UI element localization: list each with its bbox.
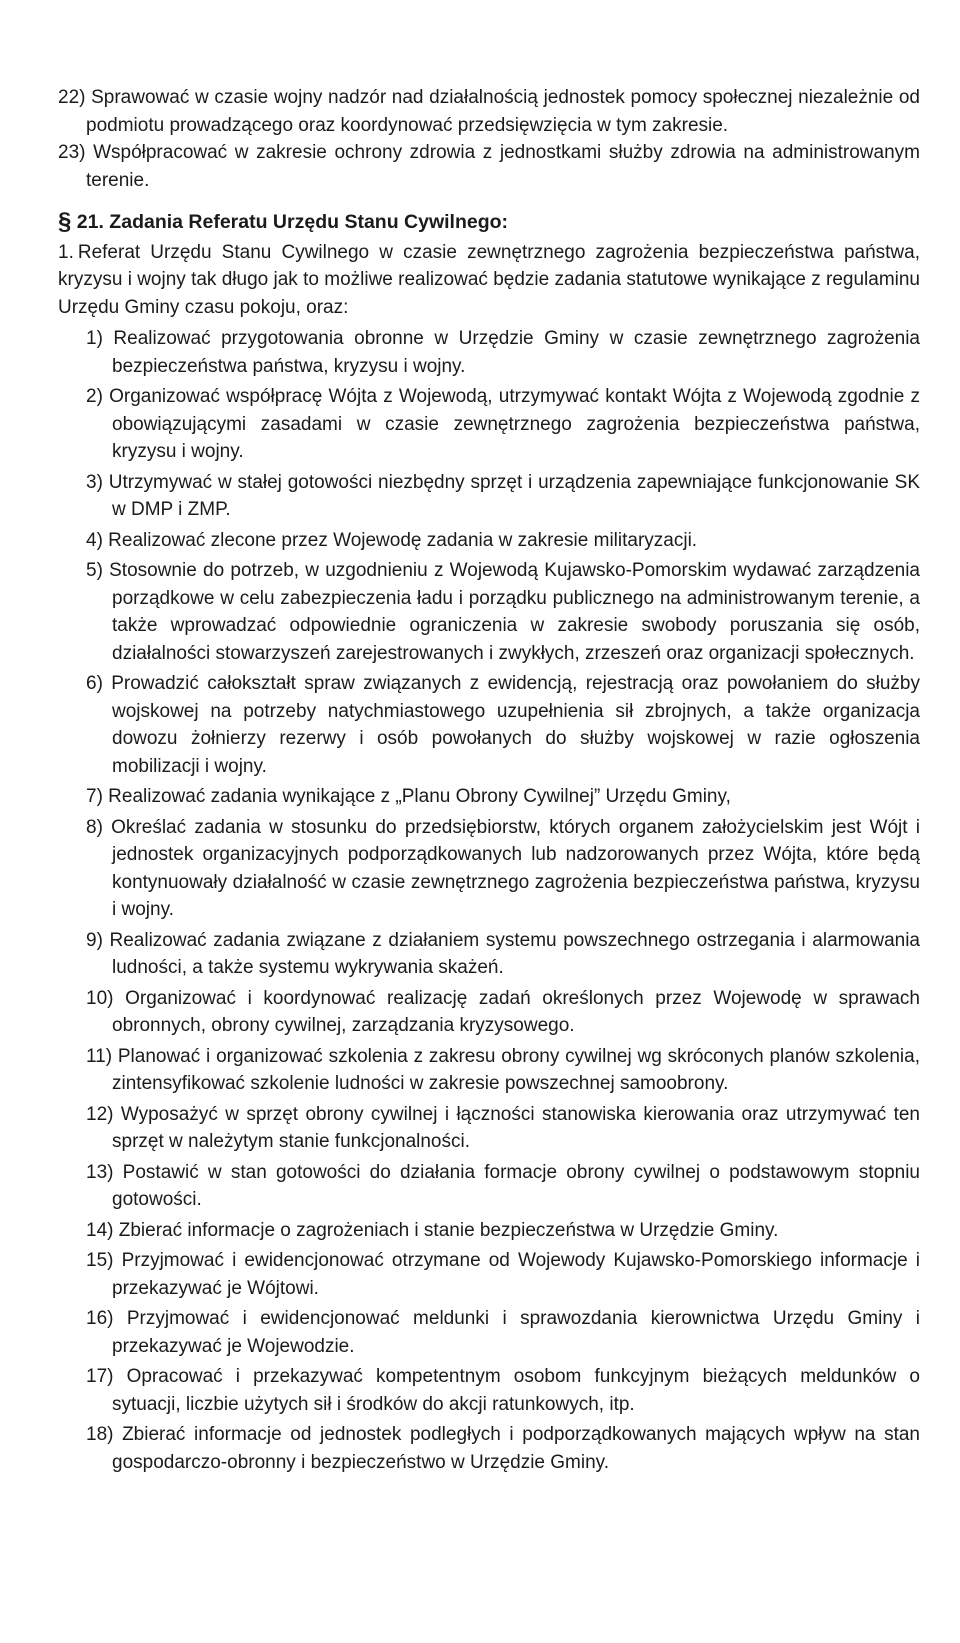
section-symbol: § <box>58 208 72 235</box>
list-item: 2) Organizować współpracę Wójta z Wojewodą, utrzymywać kontakt Wójta z Wojewodą zgodnie z obowiązującymi zasadami w czasie zewnętrznego zagrożenia bezpieczeństwa państwa, kryzysu i wojny. <box>86 386 920 462</box>
list-item: 5) Stosownie do potrzeb, w uzgodnieniu z Wojewodą Kujawsko-Pomorskim wydawać zarządzenia porządkowe w celu zabezpieczenia ładu i porządku publicznego na administrowanym terenie, a także wprowadzać odpowiednie ograniczenia w zakresie swobody poruszania się osób, działalności stowarzyszeń zarejestrowanych i zwykłych, zrzeszeń oraz organizacji społecznych. <box>86 560 920 664</box>
intro-number: 1. <box>58 241 74 263</box>
list-item: 7) Realizować zadania wynikające z „Planu Obrony Cywilnej” Urzędu Gminy, <box>86 786 731 807</box>
list-item: 8) Określać zadania w stosunku do przedsiębiorstw, których organem założycielskim jest Wójt i jednostek organizacyjnych podporządkowanych lub nadzorowanych przez Wójta, które będą kontynuowały działalność w czasie zewnętrznego zagrożenia bezpieczeństwa państwa, kryzysu i wojny. <box>86 816 920 920</box>
intro-text: Referat Urzędu Stanu Cywilnego w czasie zewnętrznego zagrożenia bezpieczeństwa państwa, kryzysu i wojny tak długo jak to możliwe realizować będzie zadania statutowe wynikające z regulaminu Urzędu Gminy czasu pokoju, oraz: <box>58 241 920 318</box>
list-item: 16) Przyjmować i ewidencjonować meldunki i sprawozdania kierownictwa Urzędu Gminy i przekazywać je Wojewodzie. <box>86 1308 920 1357</box>
list-item: 17) Opracować i przekazywać kompetentnym osobom funkcyjnym bieżących meldunków o sytuacji, liczbie użytych sił i środków do akcji ratunkowych, itp. <box>86 1366 920 1415</box>
list-item: 13) Postawić w stan gotowości do działania formacje obrony cywilnej o podstawowym stopniu gotowości. <box>86 1161 920 1210</box>
paragraph-item-22: 22) Sprawować w czasie wojny nadzór nad działalnością jednostek pomocy społecznej niezależnie od podmiotu prowadzącego oraz koordynować przedsięwzięcia w tym zakresie. <box>58 87 920 136</box>
section-intro <box>58 239 920 322</box>
list-item: 11) Planować i organizować szkolenia z zakresu obrony cywilnej wg skróconych planów szkolenia, zintensyfikować szkolenie ludności w zakresie powszechnej samoobrony. <box>86 1045 920 1094</box>
list-item: 9) Realizować zadania związane z działaniem systemu powszechnego ostrzegania i alarmowania ludności, a także systemu wykrywania skażeń. <box>86 929 920 978</box>
section-heading <box>58 208 920 237</box>
list-item: 12) Wyposażyć w sprzęt obrony cywilnej i łączności stanowiska kierowania oraz utrzymywać ten sprzęt w należytym stanie funkcjonalności. <box>86 1103 920 1152</box>
list-item: 4) Realizować zlecone przez Wojewodę zadania w zakresie militaryzacji. <box>86 529 698 551</box>
paragraph-item-23: 23) Współpracować w zakresie ochrony zdrowia z jednostkami służby zdrowia na administrowanym terenie. <box>58 142 920 191</box>
list-item: 6) Prowadzić całokształt spraw związanych z ewidencją, rejestracją oraz powołaniem do służby wojskowej na potrzeby natychmiastowego uzupełnienia sił zbrojnych, a także organizacja dowozu żołnierzy rezerwy i osób powołanych do służby wojskowej w razie ogłoszenia mobilizacji i wojny. <box>86 673 920 777</box>
list-item: 18) Zbierać informacje od jednostek podległych i podporządkowanych mających wpływ na stan gospodarczo-obronny i bezpieczeństwo w Urzędzie Gminy. <box>86 1424 920 1473</box>
list-item: 3) Utrzymywać w stałej gotowości niezbędny sprzęt i urządzenia zapewniające funkcjonowanie SK w DMP i ZMP. <box>86 471 920 520</box>
section-title: 21. Zadania Referatu Urzędu Stanu Cywilnego: <box>76 211 509 233</box>
list-item: 15) Przyjmować i ewidencjonować otrzymane od Wojewody Kujawsko-Pomorskiego informacje i przekazywać je Wójtowi. <box>86 1250 920 1299</box>
task-list <box>58 325 920 1476</box>
list-item: 10) Organizować i koordynować realizację zadań określonych przez Wojewodę w sprawach obronnych, obrony cywilnej, zarządzania kryzysowego. <box>86 987 920 1036</box>
list-item: 14) Zbierać informacje o zagrożeniach i stanie bezpieczeństwa w Urzędzie Gminy. <box>86 1219 779 1241</box>
list-item: 1) Realizować przygotowania obronne w Urzędzie Gminy w czasie zewnętrznego zagrożenia bezpieczeństwa państwa, kryzysu i wojny. <box>86 328 920 377</box>
